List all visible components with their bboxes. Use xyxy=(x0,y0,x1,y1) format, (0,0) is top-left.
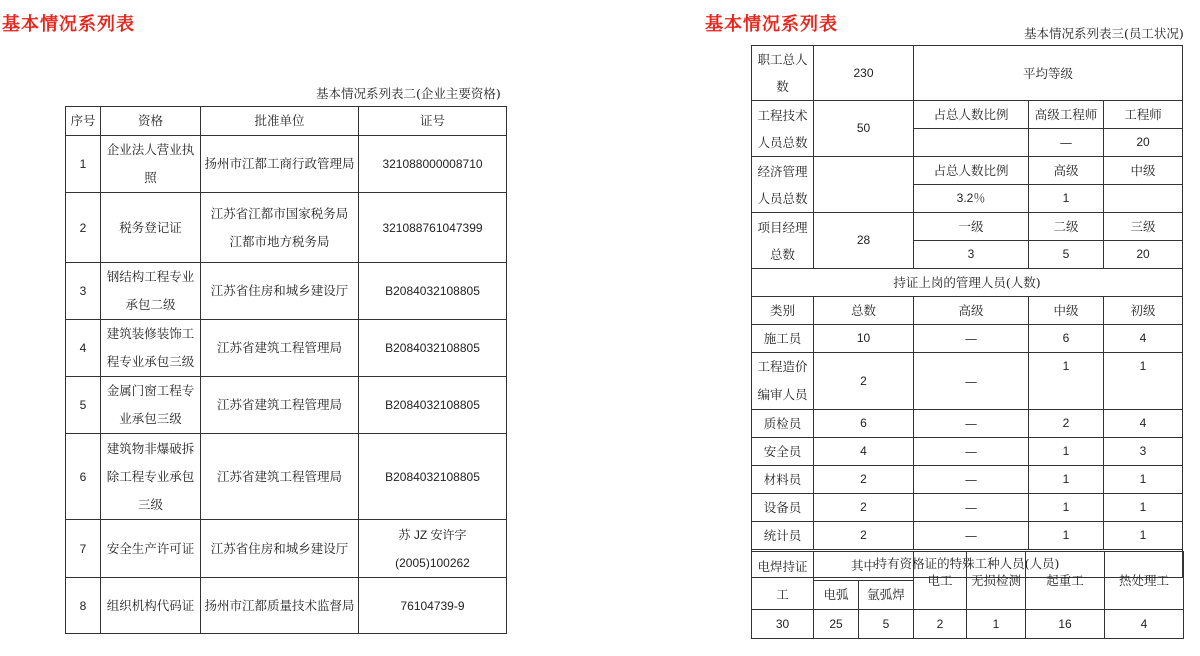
table2-caption: 基本情况系列表二(企业主要资格) xyxy=(316,86,501,101)
avg-grade-label: 平均等级 xyxy=(914,46,1183,101)
table-row xyxy=(752,552,1184,581)
electrician-label: 电工 xyxy=(914,552,967,610)
table-row xyxy=(752,269,1183,297)
mgmt-total: 4 xyxy=(814,438,914,466)
approval-unit xyxy=(201,193,359,263)
mgmt-senior: — xyxy=(914,410,1029,438)
mgmt-junior: 4 xyxy=(1104,325,1183,353)
table-row xyxy=(66,377,507,434)
row-index: 6 xyxy=(66,434,101,520)
table-row xyxy=(66,136,507,193)
mgmt-category: 统计员 xyxy=(752,522,814,550)
approval-unit: 江苏省住房和城乡建设厅 xyxy=(201,263,359,320)
mgmt-middle: 1 xyxy=(1029,522,1104,550)
col-header: 批准单位 xyxy=(201,107,359,136)
row-index: 4 xyxy=(66,320,101,377)
table-row xyxy=(66,578,507,634)
approval-unit: 扬州市江都工商行政管理局 xyxy=(201,136,359,193)
mgmt-section-header: 持证上岗的管理人员(人数) xyxy=(752,269,1183,297)
row-index: 2 xyxy=(66,193,101,263)
col-header: 序号 xyxy=(66,107,101,136)
row-index: 3 xyxy=(66,263,101,320)
special-value: 5 xyxy=(859,610,914,639)
mgmt-total: 10 xyxy=(814,325,914,353)
mgmt-junior: 4 xyxy=(1104,410,1183,438)
qualification-table xyxy=(65,106,507,634)
special-value: 25 xyxy=(814,610,859,639)
econ-senior-value: 1 xyxy=(1029,185,1104,213)
mgmt-middle: 6 xyxy=(1029,325,1104,353)
grade2-label: 二级 xyxy=(1029,213,1104,241)
qualification-name: 钢结构工程专业承包二级 xyxy=(101,263,201,320)
approval-unit: 扬州市江都质量技术监督局 xyxy=(201,578,359,634)
approval-unit: 江苏省建筑工程管理局 xyxy=(201,377,359,434)
among-label: 其中 xyxy=(814,552,914,581)
special-value: 2 xyxy=(914,610,967,639)
mgmt-category: 施工员 xyxy=(752,325,814,353)
arc-label: 电弧 xyxy=(814,581,859,610)
econ-middle-value xyxy=(1104,185,1183,213)
engineer-value: 20 xyxy=(1104,129,1183,157)
special-value: 16 xyxy=(1026,610,1105,639)
mgmt-junior: 1 xyxy=(1104,494,1183,522)
row-index: 7 xyxy=(66,520,101,578)
table-row xyxy=(752,522,1183,550)
certificate-number-line: (2005)100262 xyxy=(395,555,470,570)
qualification-name: 税务登记证 xyxy=(101,193,201,263)
heat-treatment-label: 热处理工 xyxy=(1105,552,1184,610)
certificate-number xyxy=(359,520,507,578)
table-row xyxy=(752,297,1183,325)
crane-label: 起重工 xyxy=(1026,552,1105,610)
pm-grade2-value: 5 xyxy=(1029,241,1104,269)
mgmt-total: 2 xyxy=(814,522,914,550)
senior-engineer-label: 高级工程师 xyxy=(1029,101,1104,129)
table-row xyxy=(66,263,507,320)
grade1-label: 一级 xyxy=(914,213,1029,241)
certificate-number: B2084032108805 xyxy=(359,377,507,434)
argon-label: 氩弧焊 xyxy=(859,581,914,610)
mgmt-category: 材料员 xyxy=(752,466,814,494)
special-trades-table xyxy=(751,551,1184,639)
mgmt-senior: — xyxy=(914,438,1029,466)
qualification-name: 企业法人营业执照 xyxy=(101,136,201,193)
mgmt-junior: 3 xyxy=(1104,438,1183,466)
mgmt-col-header: 中级 xyxy=(1029,297,1104,325)
certificate-number: 321088000008710 xyxy=(359,136,507,193)
eng-ratio-value xyxy=(914,129,1029,157)
row-index: 5 xyxy=(66,377,101,434)
qualification-name: 组织机构代码证 xyxy=(101,578,201,634)
pm-grade3-value: 20 xyxy=(1104,241,1183,269)
table-row xyxy=(66,193,507,263)
eng-senior-value: — xyxy=(1029,129,1104,157)
certificate-number: B2084032108805 xyxy=(359,434,507,520)
certificate-number: 76104739-9 xyxy=(359,578,507,634)
mgmt-middle: 1 xyxy=(1029,494,1104,522)
mgmt-junior: 1 xyxy=(1104,466,1183,494)
table-row xyxy=(752,466,1183,494)
table-row xyxy=(66,434,507,520)
page-title-left: 基本情况系列表 xyxy=(2,14,135,35)
mgmt-middle: 1 xyxy=(1029,353,1104,410)
table-row xyxy=(752,46,1183,101)
econ-label: 经济管理人员总数 xyxy=(752,157,814,213)
weld-label: 电焊持证工 xyxy=(752,552,814,610)
mgmt-col-header: 初级 xyxy=(1104,297,1183,325)
col-header: 证号 xyxy=(359,107,507,136)
certificate-number-line: 苏 JZ 安许字 xyxy=(398,527,467,542)
table-row xyxy=(66,320,507,377)
engineer-label: 工程师 xyxy=(1104,101,1183,129)
certificate-number: B2084032108805 xyxy=(359,320,507,377)
mgmt-middle: 1 xyxy=(1029,438,1104,466)
ndt-label: 无损检测 xyxy=(967,552,1026,610)
grade3-label: 三级 xyxy=(1104,213,1183,241)
table-row xyxy=(752,213,1183,241)
table-row xyxy=(66,520,507,578)
mgmt-col-header: 高级 xyxy=(914,297,1029,325)
special-value: 4 xyxy=(1105,610,1184,639)
senior-label: 高级 xyxy=(1029,157,1104,185)
mgmt-category: 工程造价编审人员 xyxy=(752,353,814,410)
econ-total xyxy=(814,157,914,213)
table-header-row xyxy=(66,107,507,136)
mgmt-total: 2 xyxy=(814,466,914,494)
mgmt-col-header: 总数 xyxy=(814,297,914,325)
approval-unit: 江苏省住房和城乡建设厅 xyxy=(201,520,359,578)
pm-total: 28 xyxy=(814,213,914,269)
page-title-right: 基本情况系列表 xyxy=(705,14,838,35)
mgmt-total: 2 xyxy=(814,353,914,410)
table-row xyxy=(752,610,1184,639)
approval-unit-line: 江苏省江都市国家税务局 xyxy=(210,205,349,221)
approval-unit-line: 江都市地方税务局 xyxy=(229,233,330,249)
mgmt-category: 质检员 xyxy=(752,410,814,438)
qualification-name: 建筑物非爆破拆除工程专业承包三级 xyxy=(101,434,201,520)
approval-unit: 江苏省建筑工程管理局 xyxy=(201,434,359,520)
eng-label: 工程技术人员总数 xyxy=(752,101,814,157)
table-row xyxy=(752,157,1183,185)
mgmt-senior: — xyxy=(914,494,1029,522)
table-row xyxy=(752,325,1183,353)
staff-table xyxy=(751,45,1183,578)
middle-label: 中级 xyxy=(1104,157,1183,185)
table-row xyxy=(752,494,1183,522)
mgmt-category: 安全员 xyxy=(752,438,814,466)
qualification-name: 金属门窗工程专业承包三级 xyxy=(101,377,201,434)
mgmt-senior: — xyxy=(914,522,1029,550)
pm-label: 项目经理总数 xyxy=(752,213,814,269)
mgmt-middle: 2 xyxy=(1029,410,1104,438)
staff-total-label: 职工总人数 xyxy=(752,46,814,101)
mgmt-total: 2 xyxy=(814,494,914,522)
qualification-name: 建筑装修装饰工程专业承包三级 xyxy=(101,320,201,377)
qualification-name: 安全生产许可证 xyxy=(101,520,201,578)
table-row xyxy=(752,438,1183,466)
mgmt-senior: — xyxy=(914,325,1029,353)
pm-grade1-value: 3 xyxy=(914,241,1029,269)
mgmt-total: 6 xyxy=(814,410,914,438)
mgmt-senior: — xyxy=(914,466,1029,494)
econ-ratio-value: 3.2％ xyxy=(914,185,1029,213)
special-value: 30 xyxy=(752,610,814,639)
table-row xyxy=(752,101,1183,129)
ratio-label: 占总人数比例 xyxy=(914,101,1029,129)
mgmt-col-header: 类别 xyxy=(752,297,814,325)
mgmt-junior: 1 xyxy=(1104,522,1183,550)
mgmt-junior: 1 xyxy=(1104,353,1183,410)
table-row xyxy=(752,353,1183,410)
table3-caption: 基本情况系列表三(员工状况) xyxy=(1024,26,1184,41)
row-index: 8 xyxy=(66,578,101,634)
approval-unit: 江苏省建筑工程管理局 xyxy=(201,320,359,377)
col-header: 资格 xyxy=(101,107,201,136)
mgmt-middle: 1 xyxy=(1029,466,1104,494)
mgmt-senior: — xyxy=(914,353,1029,410)
econ-ratio-label: 占总人数比例 xyxy=(914,157,1029,185)
staff-total-value: 230 xyxy=(814,46,914,101)
certificate-number: 321088761047399 xyxy=(359,193,507,263)
table-row xyxy=(752,410,1183,438)
certificate-number: B2084032108805 xyxy=(359,263,507,320)
special-value: 1 xyxy=(967,610,1026,639)
mgmt-category: 设备员 xyxy=(752,494,814,522)
special-section-header: 持有资格证的特殊工种人员(人员) xyxy=(752,550,1183,578)
eng-total: 50 xyxy=(814,101,914,157)
row-index: 1 xyxy=(66,136,101,193)
